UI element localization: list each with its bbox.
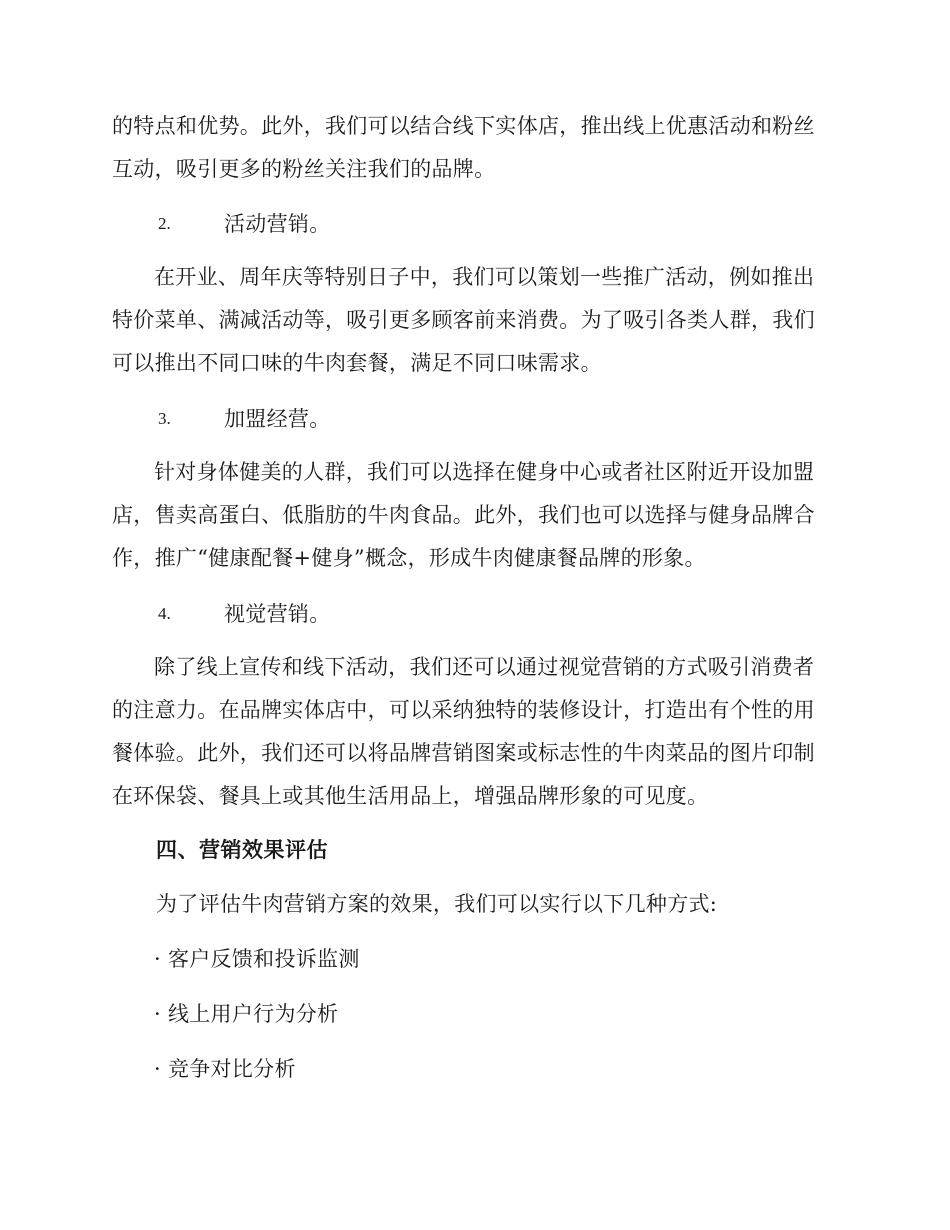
list-item-number: 2.: [158, 214, 171, 233]
list-item-number: 3.: [158, 409, 171, 428]
list-item-label: 视觉营销。: [224, 602, 331, 626]
list-item-body: 除了线上宣传和线下活动，我们还可以通过视觉营销的方式吸引消费者的注意力。在品牌实体店中，可以采纳独特的装修设计，打造出有个性的用餐体验。此外，我们还可以将品牌营销图案或标志性的牛肉菜品的图片印制在环保袋、餐具上或其他生活用品上，增强品牌形象的可见度。: [112, 655, 815, 808]
list-item-body: 针对身体健美的人群，我们可以选择在健身中心或者社区附近开设加盟店，售卖高蛋白、低脂肪的牛肉食品。此外，我们也可以选择与健身品牌合作，推广“健康配餐+健身”概念，形成牛肉健康餐品牌的形象。: [112, 460, 815, 570]
bullet-item: · 客户反馈和投诉监测: [154, 947, 360, 971]
list-item-label: 加盟经营。: [224, 407, 331, 431]
intro-paragraph: 的特点和优势。此外，我们可以结合线下实体店，推出线上优惠活动和粉丝互动，吸引更多的粉丝关注我们的品牌。: [112, 114, 815, 181]
bullet-item: · 竞争对比分析: [154, 1057, 296, 1081]
section-heading: 四、营销效果评估: [156, 837, 328, 862]
bullet-item: · 线上用户行为分析: [154, 1002, 339, 1026]
list-item-label: 活动营销。: [224, 212, 331, 236]
section-intro: 为了评估牛肉营销方案的效果，我们可以实行以下几种方式:: [156, 892, 718, 916]
list-item-body: 在开业、周年庆等特别日子中，我们可以策划一些推广活动，例如推出特价菜单、满减活动等，吸引更多顾客前来消费。为了吸引各类人群，我们可以推出不同口味的牛肉套餐，满足不同口味需求。: [112, 265, 815, 375]
list-item-number: 4.: [158, 604, 171, 623]
